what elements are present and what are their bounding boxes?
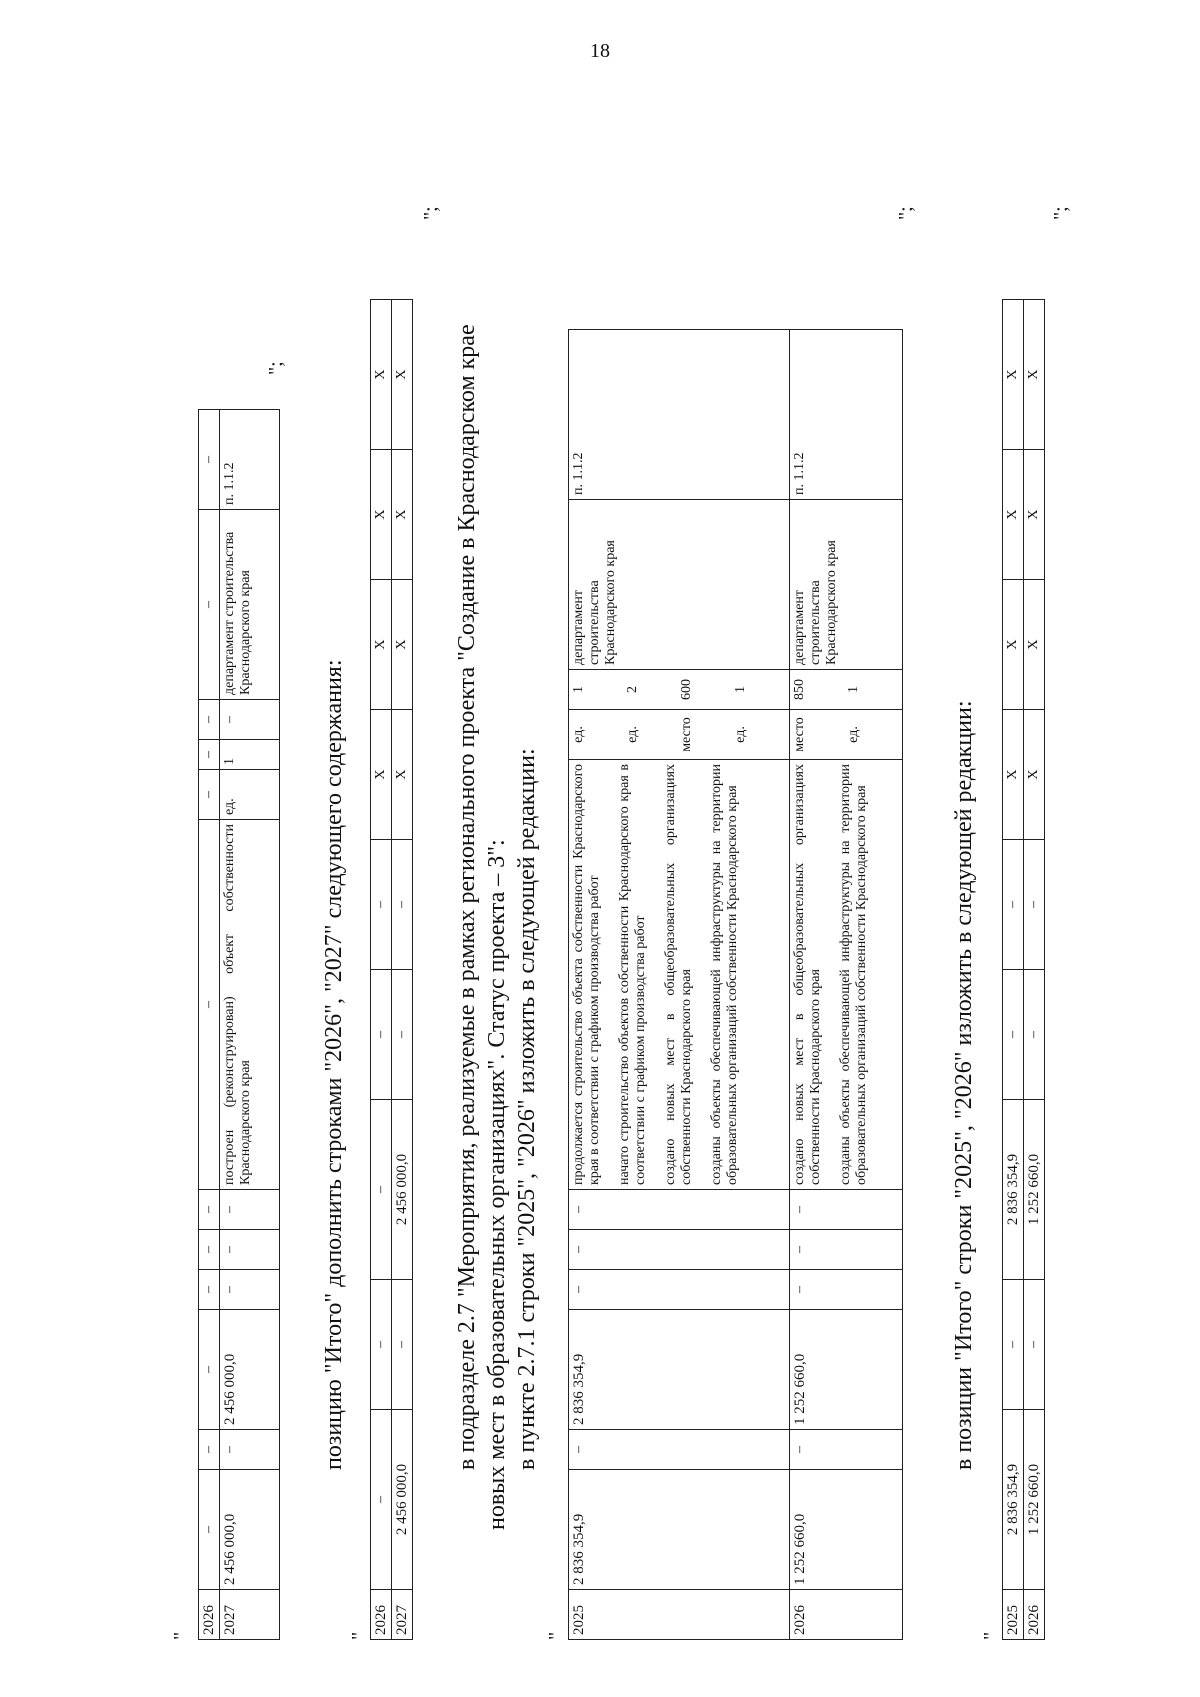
result-text: создано новых мест в общеобразовательных организациях собственности Краснодарского края — [663, 764, 694, 1185]
table-1 — [198, 409, 280, 1640]
results-list — [790, 760, 903, 1190]
total-cell: 1 252 660,0 — [1024, 1410, 1045, 1590]
table-2 — [370, 299, 413, 1640]
total-cell: 2 456 000,0 — [220, 1470, 280, 1590]
year-cell: 2027 — [220, 1590, 280, 1640]
year-cell: 2025 — [1003, 1590, 1024, 1640]
year-cell: 2025 — [569, 1590, 790, 1640]
values-list — [790, 670, 903, 710]
table-row: 2025 2 836 354,9 – 2 836 354,9 – – – продолжается строительство объекта собственности Краснодарского края в соответствии с графиком производства работ начато строительство объектов собственности Краснодарского края в соответствии с графиком производства работ создано новых мест в общеобразовательных организациях собственности Краснодарского края созданы объекты обеспечивающей инфраструктуры на территории образовательных организаций собственности Краснодарского края ед. ед. место ед. 1 2 600 1 департамент строительства Краснодарского края п. 1.1.2 — [569, 330, 790, 1640]
quote-open: " — [545, 1631, 567, 1640]
quote-close: "; — [265, 361, 287, 375]
department-cell: департамент строительства Краснодарского края — [790, 500, 903, 670]
table-row: 2026 1 252 660,0 – 1 252 660,0 – – – создано новых мест в общеобразовательных организациях собственности Краснодарского края созданы объекты обеспечивающей инфраструктуры на территории образовательных организаций собственности Краснодарского края место ед. 850 1 департамент строительства Краснодарского края п. 1.1.2 — [790, 330, 903, 1640]
result-text: начато строительство объектов собственности Краснодарского края в соответствии с графиком производства работ — [617, 764, 648, 1185]
paragraph-3: в пункте 2.7.1 строки "2025", "2026" изложить в следующей редакции: — [514, 748, 540, 1470]
amount-cell: 2 836 354,9 — [569, 1310, 790, 1430]
quote-open: " — [348, 1631, 370, 1640]
table-row: 2025 2 836 354,9 – 2 836 354,9 – – X X X X — [1003, 300, 1024, 1640]
values-list — [569, 670, 790, 710]
page-number: 18 — [590, 40, 610, 62]
total-cell: 1 252 660,0 — [790, 1470, 903, 1590]
total-cell: 2 836 354,9 — [1003, 1410, 1024, 1590]
unit-cell: ед. — [733, 726, 748, 743]
value-cell: 1 — [571, 686, 586, 693]
amount-cell: 2 456 000,0 — [392, 1100, 413, 1280]
units-list — [790, 710, 903, 760]
amount-cell: 2 456 000,0 — [220, 1310, 280, 1430]
result-text: созданы объекты обеспечивающей инфраструктуры на территории образовательных организаций собственности Краснодарского края — [838, 764, 869, 1185]
paragraph-4: в позиции "Итого" строки "2025", "2026" изложить в следующей редакции: — [951, 700, 977, 1470]
amount-cell: 1 252 660,0 — [790, 1310, 903, 1430]
value-cell: 2 — [625, 686, 640, 693]
year-cell: 2027 — [392, 1590, 413, 1640]
paragraph-2-line-2: новых мест в образовательных организациях". Статус проекта – 3": — [484, 839, 510, 1530]
rotated-content — [170, 130, 1180, 1640]
table-3 — [568, 329, 903, 1640]
table-row: 2026 – – – – – X X X X — [371, 300, 392, 1640]
table-row: 2027 2 456 000,0 – 2 456 000,0 – – – построен (реконструирован) объект собственности Краснодарского края ед. 1 – департамент строительства Краснодарского края п. 1.1.2 — [220, 410, 280, 1640]
value-cell: 1 — [220, 740, 280, 770]
value-cell: 600 — [679, 679, 694, 700]
reference-cell: п. 1.1.2 — [220, 410, 280, 510]
total-cell: 2 456 000,0 — [392, 1410, 413, 1590]
total-cell: 2 836 354,9 — [569, 1470, 790, 1590]
table-row: 2026 – – – – – – – – – – – – — [199, 410, 220, 1640]
year-cell: 2026 — [371, 1590, 392, 1640]
value-cell: 1 — [846, 686, 861, 693]
unit-cell: место — [679, 717, 694, 752]
table-row: 2026 1 252 660,0 – 1 252 660,0 – – X X X X — [1024, 300, 1045, 1640]
department-cell: департамент строительства Краснодарского края — [220, 510, 280, 700]
units-list — [569, 710, 790, 760]
amount-cell: 2 836 354,9 — [1003, 1100, 1024, 1280]
year-cell: 2026 — [199, 1590, 220, 1640]
department-cell: департамент строительства Краснодарского края — [569, 500, 790, 670]
year-cell: 2026 — [790, 1590, 903, 1640]
value-cell: 850 — [792, 679, 807, 700]
paragraph-2-line-1: в подразделе 2.7 "Мероприятия, реализуемые в рамках регионального проекта "Создание в Краснодарском крае — [454, 324, 480, 1470]
amount-cell: 1 252 660,0 — [1024, 1100, 1045, 1280]
value-cell: 1 — [733, 686, 748, 693]
quote-close: "; — [895, 206, 917, 220]
quote-open: " — [170, 1631, 192, 1640]
reference-cell: п. 1.1.2 — [569, 330, 790, 500]
quote-close: "; — [420, 206, 442, 220]
result-text: продолжается строительство объекта собственности Краснодарского края в соответствии с графиком производства работ — [571, 764, 602, 1185]
result-text: построен (реконструирован) объект собственности Краснодарского края — [220, 820, 280, 1190]
paragraph-1: позицию "Итого" дополнить строками "2026", "2027" следующего содержания: — [321, 659, 347, 1470]
quote-close: "; — [1050, 206, 1072, 220]
table-4 — [1002, 299, 1045, 1640]
unit-cell: ед. — [571, 726, 586, 743]
reference-cell: п. 1.1.2 — [790, 330, 903, 500]
unit-cell: место — [792, 717, 807, 752]
results-list — [569, 760, 790, 1190]
table-row: 2027 2 456 000,0 – 2 456 000,0 – – X X X X — [392, 300, 413, 1640]
quote-open: " — [980, 1631, 1002, 1640]
unit-cell: ед. — [625, 726, 640, 743]
year-cell: 2026 — [1024, 1590, 1045, 1640]
unit-cell: ед. — [220, 770, 280, 820]
unit-cell: ед. — [846, 726, 861, 743]
result-text: создано новых мест в общеобразовательных организациях собственности Краснодарского края — [792, 764, 823, 1185]
result-text: созданы объекты обеспечивающей инфраструктуры на территории образовательных организаций собственности Краснодарского края — [709, 764, 740, 1185]
